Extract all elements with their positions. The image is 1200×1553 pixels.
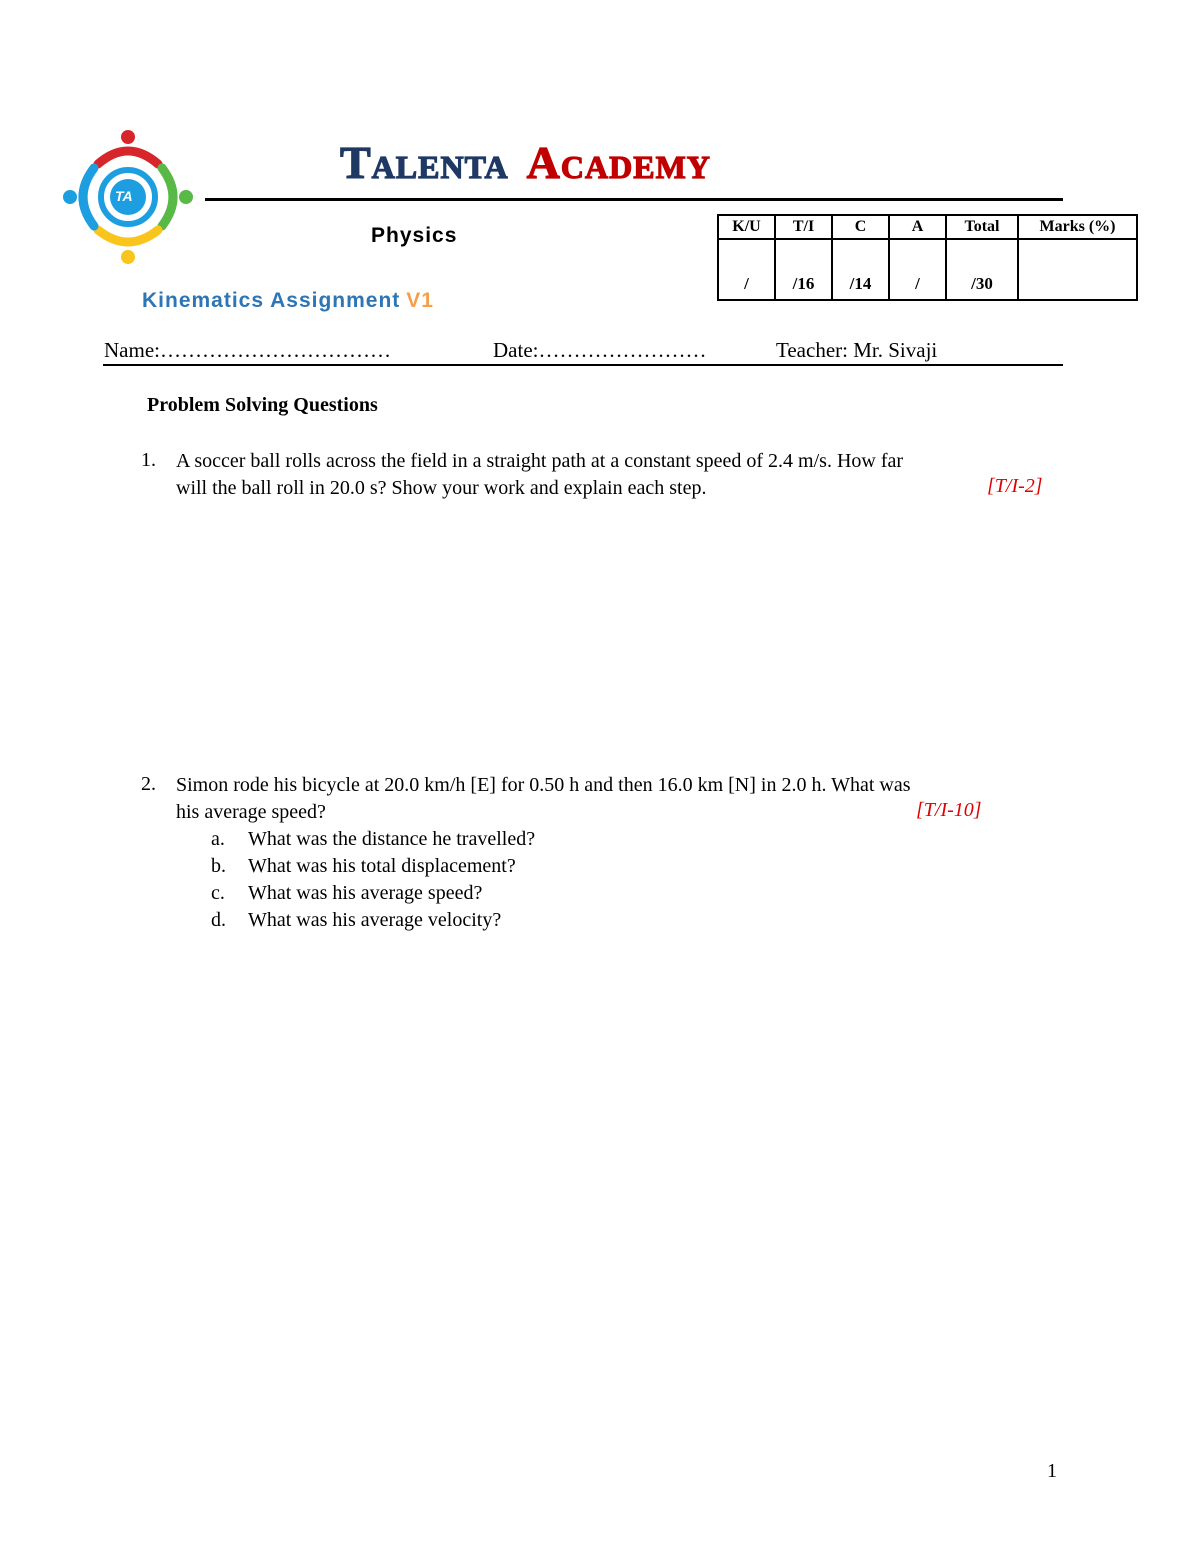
question-2-line-2: his average speed? bbox=[176, 801, 326, 823]
question-2-subpart-b-text: What was his total displacement? bbox=[248, 855, 516, 877]
question-2-subpart-a-letter: a. bbox=[211, 828, 225, 850]
question-2-line-1: Simon rode his bicycle at 20.0 km/h [E] for 0.50 h and then 16.0 km [N] in 2.0 h. What was bbox=[176, 774, 911, 796]
question-2-subpart-d-text: What was his average velocity? bbox=[248, 909, 502, 931]
academy-logo bbox=[58, 126, 198, 268]
assignment-name: Kinematics Assignment bbox=[142, 289, 401, 312]
name-field: Name:…………………………… bbox=[104, 338, 391, 362]
question-1-line-1: A soccer ball rolls across the field in a straight path at a constant speed of 2.4 m/s. How far bbox=[176, 450, 904, 472]
marks-header-row bbox=[718, 215, 1137, 239]
question-1-line-2: will the ball roll in 20.0 s? Show your work and explain each step. bbox=[176, 477, 707, 499]
question-2-subpart-d-letter: d. bbox=[211, 909, 226, 931]
academy-title bbox=[340, 137, 711, 188]
marks-value-percent bbox=[1018, 239, 1137, 300]
header-rule bbox=[205, 198, 1063, 201]
question-1-number: 1. bbox=[141, 449, 156, 471]
section-heading: Problem Solving Questions bbox=[147, 394, 378, 416]
question-2-mark: [T/I-10] bbox=[916, 799, 982, 821]
date-field: Date:…………………… bbox=[493, 338, 707, 362]
question-2-subpart-c-letter: c. bbox=[211, 882, 225, 904]
question-2-subpart-c-text: What was his average speed? bbox=[248, 882, 483, 904]
marks-header-ti: T/I bbox=[775, 215, 832, 239]
marks-header-a: A bbox=[889, 215, 946, 239]
question-2-subpart-b-letter: b. bbox=[211, 855, 226, 877]
marks-header-ku: K/U bbox=[718, 215, 775, 239]
marks-value-ku: / bbox=[718, 239, 775, 300]
question-1-mark: [T/I-2] bbox=[987, 475, 1043, 497]
subject-label: Physics bbox=[371, 224, 458, 247]
marks-table bbox=[717, 214, 1138, 301]
info-rule bbox=[103, 364, 1063, 366]
title-word-talenta: Talenta bbox=[340, 137, 509, 188]
marks-header-total: Total bbox=[946, 215, 1018, 239]
marks-value-total: /30 bbox=[946, 239, 1018, 300]
logo-text: TA bbox=[115, 188, 133, 204]
question-2-subpart-a-text: What was the distance he travelled? bbox=[248, 828, 536, 850]
marks-header-c: C bbox=[832, 215, 889, 239]
page-number: 1 bbox=[1047, 1460, 1057, 1482]
marks-value-c: /14 bbox=[832, 239, 889, 300]
question-2-number: 2. bbox=[141, 773, 156, 795]
marks-value-ti: /16 bbox=[775, 239, 832, 300]
marks-header-percent: Marks (%) bbox=[1018, 215, 1137, 239]
assignment-version: V1 bbox=[406, 289, 434, 312]
title-word-academy: Academy bbox=[526, 137, 711, 188]
marks-value-a: / bbox=[889, 239, 946, 300]
marks-value-row bbox=[718, 239, 1137, 300]
assignment-title bbox=[142, 289, 434, 313]
teacher-field: Teacher: Mr. Sivaji bbox=[776, 338, 938, 362]
